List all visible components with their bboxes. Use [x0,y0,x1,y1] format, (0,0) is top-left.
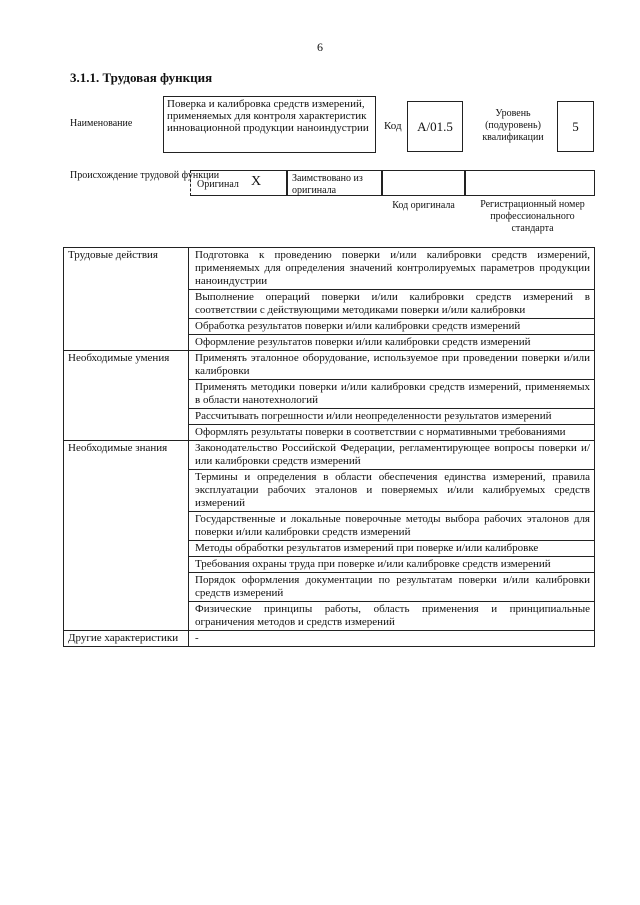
section-title: 3.1.1. Трудовая функция [70,70,213,85]
item-cell: Законодательство Российской Федерации, регламентирующее вопросы поверки и/или калибровки средств измерений [189,441,595,470]
original-code-cell [382,170,465,196]
item-cell: Термины и определения в области обеспечения единства измерений, правила эксплуатации рабочих эталонов и поверяемых и/или калибруемых средств измерений [189,470,595,512]
origin-label: Происхождение трудовой функции [70,170,220,181]
original-code-label: Код оригинала [392,200,455,211]
table-row [64,441,595,470]
table-row [64,351,595,380]
item-cell: Требования охраны труда при поверке и/или калибровке средств измерений [189,557,595,573]
page-number: 6 [317,40,323,54]
level-value-box [557,101,594,152]
code-value: А/01.5 [417,118,453,134]
item-cell: Подготовка к проведению поверки и/или калибровки средств измерений, применяемых для определения значений контролируемых параметров продукции наноиндустрии [189,248,595,290]
item-cell: Методы обработки результатов измерений при поверке и/или калибровке [189,541,595,557]
origin-original-cell [190,170,287,196]
reg-number-label: Регистрационный номер профессионального стандарта [480,199,585,234]
origin-borrowed-cell [287,170,382,196]
item-cell: Государственные и локальные поверочные методы выбора рабочих эталонов для поверки и/или калибровки средств измерений [189,512,595,541]
item-cell: Оформлять результаты поверки в соответствии с нормативными требованиями [189,425,595,441]
code-value-box [407,101,463,152]
item-cell: Рассчитывать погрешности и/или неопределенности результатов измерений [189,409,595,425]
original-label: Оригинал [197,179,239,190]
item-cell: Физические принципы работы, область применения и принципиальные ограничения методов и средств измерений [189,602,595,631]
code-label: Код [384,120,402,132]
function-name-box: Поверка и калибровка средств измерений, применяемых для контроля характеристик инновационной продукции наноиндустрии [163,96,376,153]
item-cell: Обработка результатов поверки и/или калибровки средств измерений [189,319,595,335]
item-cell: Порядок оформления документации по результатам поверки и/или калибровки средств измерений [189,573,595,602]
item-cell: Применять эталонное оборудование, используемое при проведении поверки и/или калибровки [189,351,595,380]
name-label: Наименование [70,118,133,129]
item-cell: Оформление результатов поверки и/или калибровки средств измерений [189,335,595,351]
item-cell: - [189,631,595,647]
item-cell: Применять методики поверки и/или калибровки средств измерений, применяемых в области нанотехнологий [189,380,595,409]
item-cell: Выполнение операций поверки и/или калибровки средств измерений в соответствии с действующими методиками поверки и/или калибровки [189,290,595,319]
reg-number-cell [465,170,595,196]
level-value: 5 [572,118,579,134]
function-table [63,247,595,647]
category-cell: Трудовые действия [64,248,189,351]
category-cell: Необходимые знания [64,441,189,631]
category-cell: Другие характеристики [64,631,189,647]
borrowed-label: Заимствовано из оригинала [292,173,363,196]
table-row [64,248,595,290]
table-row [64,631,595,647]
function-table-body [64,248,595,647]
original-mark: X [251,174,262,189]
level-label: Уровень (подуровень) квалификации [482,108,544,143]
category-cell: Необходимые умения [64,351,189,441]
